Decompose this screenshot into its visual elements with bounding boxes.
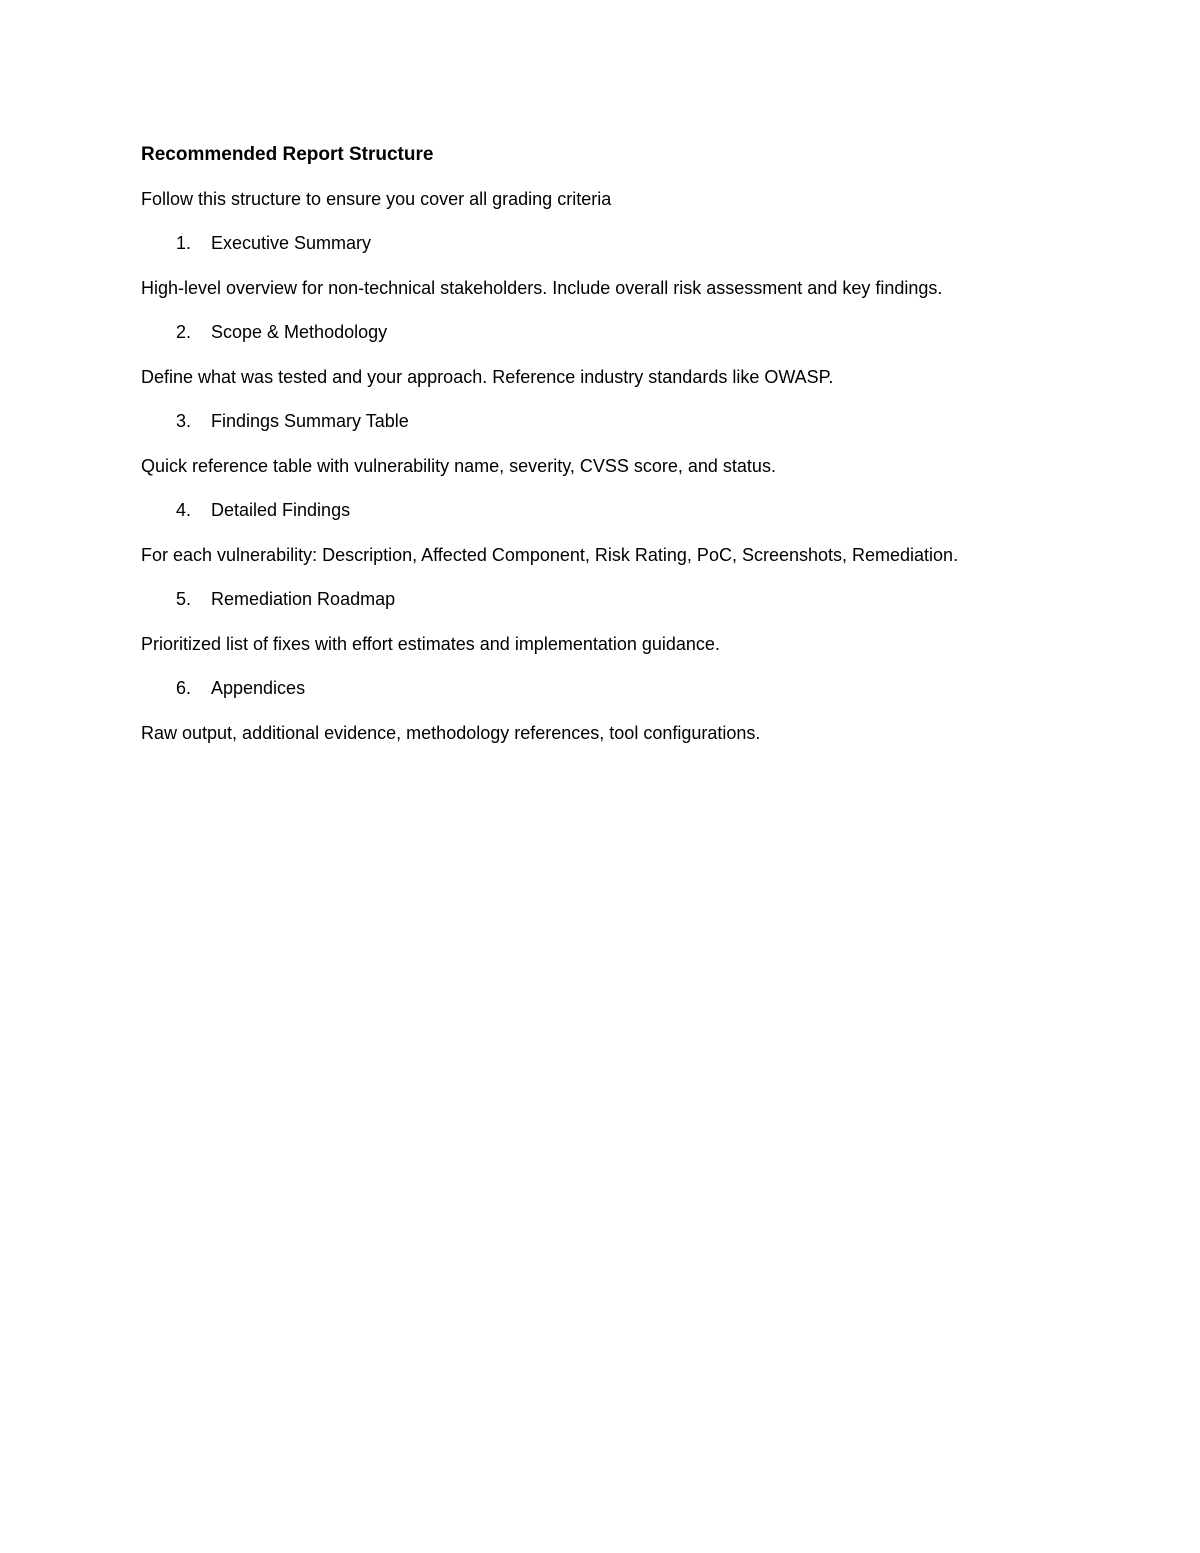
section-heading-row — [141, 496, 1061, 524]
list-number: 5. — [176, 589, 192, 609]
section-heading: Executive Summary — [211, 233, 372, 253]
section-heading-row — [141, 585, 1061, 613]
section-heading: Detailed Findings — [211, 500, 351, 520]
document-title: Recommended Report Structure — [141, 144, 434, 165]
section-description: High-level overview for non-technical stakeholders. Include overall risk assessment and key findings. — [141, 278, 943, 298]
list-number: 2. — [176, 322, 192, 342]
section-scope-methodology — [141, 318, 1061, 391]
list-number: 6. — [176, 678, 192, 698]
section-heading: Scope & Methodology — [211, 322, 388, 342]
section-remediation-roadmap — [141, 585, 1061, 658]
section-executive-summary — [141, 229, 1061, 302]
intro-paragraph: Follow this structure to ensure you cover all grading criteria — [141, 189, 612, 209]
list-number: 3. — [176, 411, 192, 431]
section-heading-row — [141, 674, 1061, 702]
section-heading-row — [141, 407, 1061, 435]
section-appendices — [141, 674, 1061, 747]
section-heading: Findings Summary Table — [211, 411, 409, 431]
section-heading: Appendices — [211, 678, 306, 698]
section-detailed-findings — [141, 496, 1061, 569]
list-number: 4. — [176, 500, 192, 520]
section-heading: Remediation Roadmap — [211, 589, 396, 609]
section-findings-summary-table — [141, 407, 1061, 480]
section-description: Prioritized list of fixes with effort estimates and implementation guidance. — [141, 634, 720, 654]
section-heading-row — [141, 229, 1061, 257]
section-description: For each vulnerability: Description, Affected Component, Risk Rating, PoC, Screenshots, Remediation. — [141, 545, 959, 565]
section-description: Define what was tested and your approach. Reference industry standards like OWASP. — [141, 367, 834, 387]
section-description: Raw output, additional evidence, methodology references, tool configurations. — [141, 723, 761, 743]
section-heading-row — [141, 318, 1061, 346]
section-description: Quick reference table with vulnerability name, severity, CVSS score, and status. — [141, 456, 776, 476]
document-content — [141, 141, 1061, 747]
list-number: 1. — [176, 233, 192, 253]
